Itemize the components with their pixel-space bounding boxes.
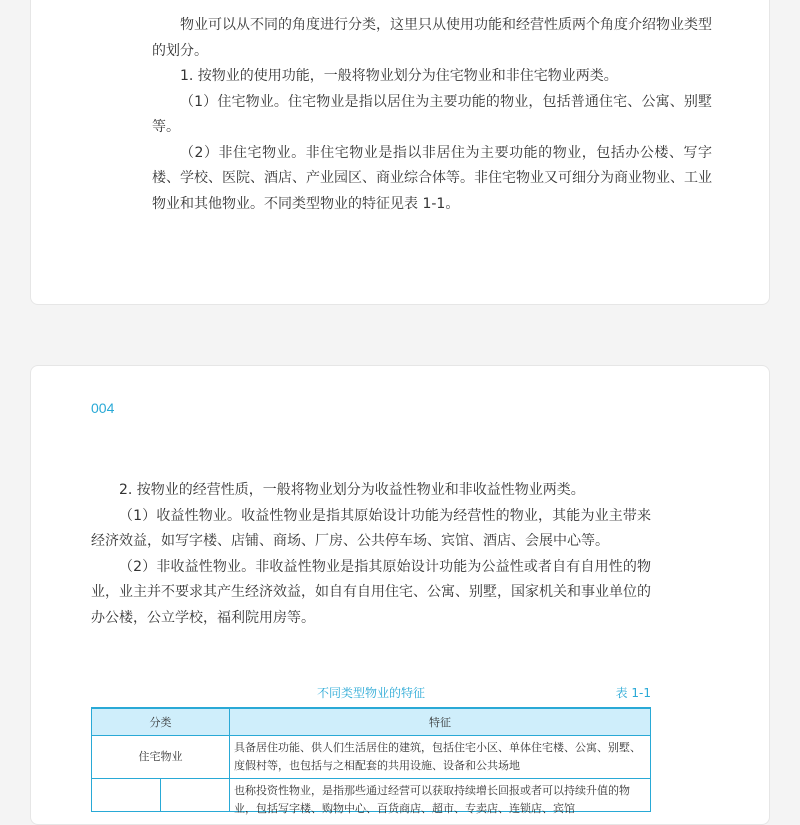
table-row <box>92 736 651 779</box>
column-header-feature: 特征 <box>230 708 651 736</box>
property-features-table <box>91 707 651 815</box>
table-header-row <box>92 708 651 736</box>
table-cell-feature <box>230 779 651 815</box>
table-caption-number: 表 1-1 <box>615 686 651 700</box>
table-row <box>92 779 651 812</box>
table-cell-category <box>92 779 161 812</box>
paragraph: （1）住宅物业。住宅物业是指以居住为主要功能的物业，包括普通住宅、公寓、别墅等。 <box>152 93 712 135</box>
page-card-top <box>30 0 770 305</box>
page-number: 004 <box>91 400 115 416</box>
table-cell-category: 住宅物业 <box>92 736 230 779</box>
text-block-classification <box>152 13 712 217</box>
table-caption-title: 不同类型物业的特征 <box>316 686 425 700</box>
paragraph: （1）收益性物业。收益性物业是指其原始设计功能为经营性的物业，其能为业主带来经济效益，如写字楼、店铺、商场、厂房、公共停车场、宾馆、酒店、会展中心等。 <box>91 507 651 549</box>
paragraph: 物业可以从不同的角度进行分类，这里只从使用功能和经营性质两个角度介绍物业类型的划分。 <box>152 17 712 59</box>
page-card-004 <box>30 365 770 825</box>
table-cell-feature: 具备居住功能、供人们生活居住的建筑，包括住宅小区、单体住宅楼、公寓、别墅、度假村等，也包括与之相配套的共用设施、设备和公共场地 <box>230 736 651 779</box>
paragraph: （2）非住宅物业。非住宅物业是指以非居住为主要功能的物业，包括办公楼、写字楼、学校、医院、酒店、产业园区、商业综合体等。非住宅物业又可细分为商业物业、工业物业和其他物业。不同类型物业的特征见表 1-1。 <box>152 144 712 212</box>
paragraph: 1. 按物业的使用功能，一般将物业划分为住宅物业和非住宅物业两类。 <box>180 68 618 84</box>
paragraph: （2）非收益性物业。非收益性物业是指其原始设计功能为公益性或者自有自用性的物业，业主并不要求其产生经济效益，如自有自用住宅、公寓、别墅，国家机关和事业单位的办公楼，公立学校，福利院用房等。 <box>91 558 651 626</box>
table-cell-feature-text: 也称投资性物业，是指那些通过经营可以获取持续增长回报或者可以持续升值的物业，包括写字楼、购物中心、百货商店、超市、专卖店、连锁店、宾馆 <box>234 784 630 815</box>
paragraph: 2. 按物业的经营性质，一般将物业划分为收益性物业和非收益性物业两类。 <box>119 482 585 498</box>
table-caption <box>91 684 651 702</box>
table-cell-subcategory <box>161 779 230 812</box>
column-header-category: 分类 <box>92 708 230 736</box>
text-block-operation <box>91 478 651 631</box>
